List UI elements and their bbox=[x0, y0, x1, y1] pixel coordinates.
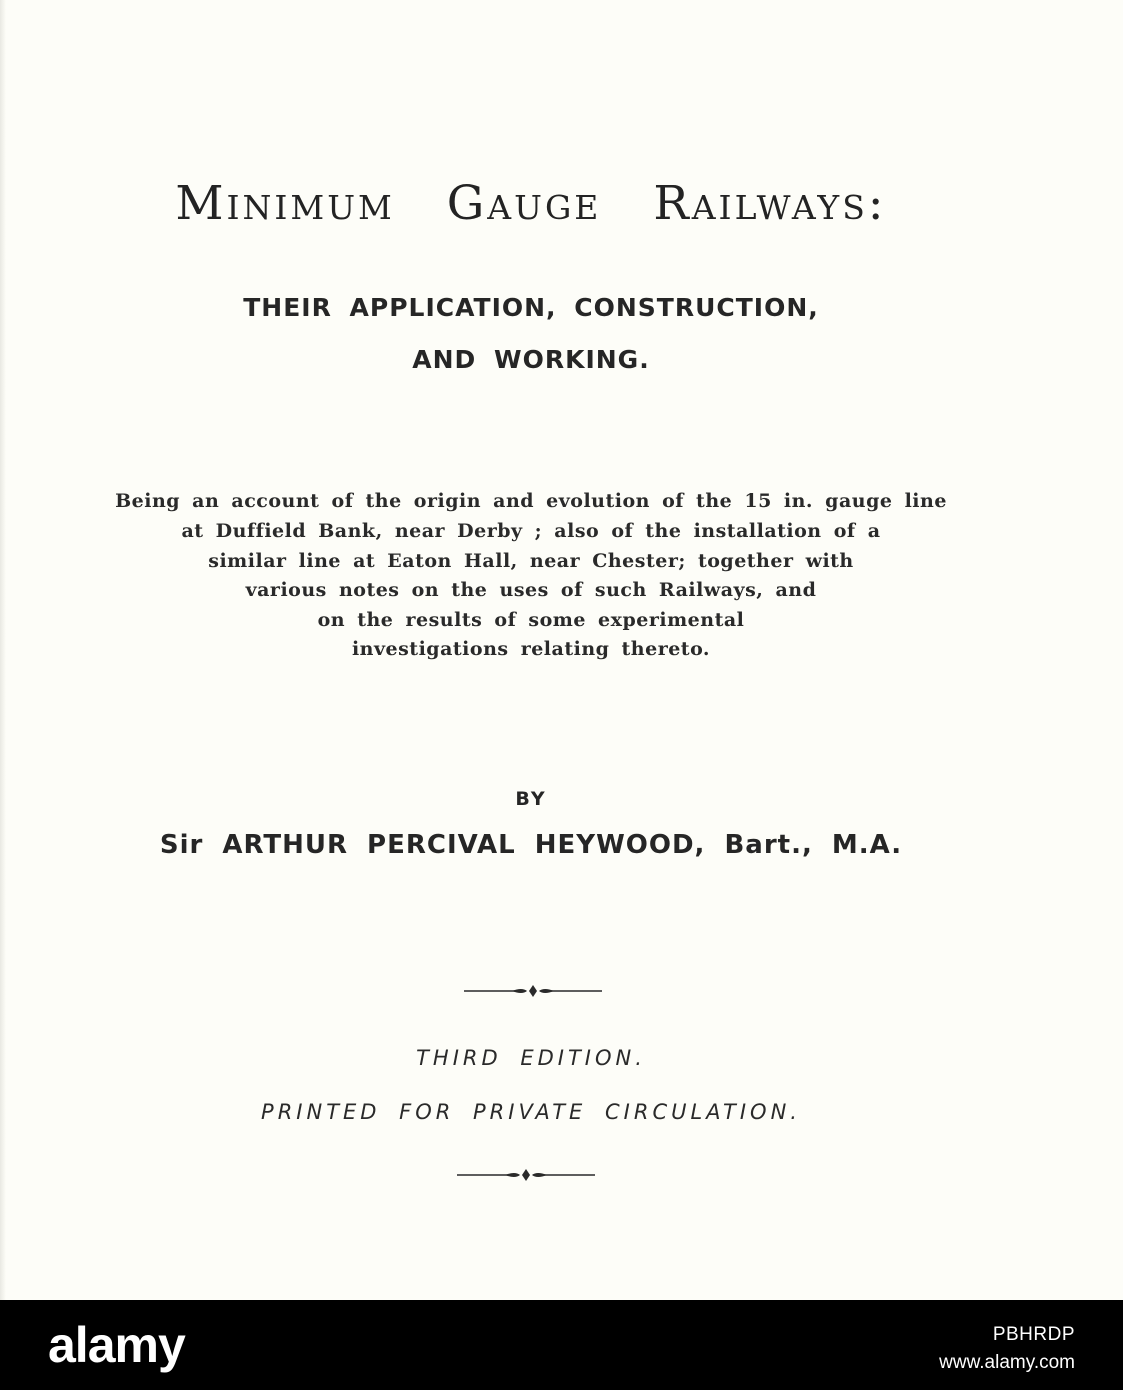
book-title: Minimum Gauge Railways: bbox=[175, 176, 887, 231]
alamy-logo: alamy bbox=[48, 1317, 185, 1373]
circulation-label: PRINTED FOR PRIVATE CIRCULATION. bbox=[261, 1100, 801, 1124]
byline-by: BY bbox=[515, 788, 547, 810]
subtitle-line-2: AND WORKING. bbox=[412, 345, 650, 374]
description-line-6: investigations relating thereto. bbox=[351, 638, 711, 660]
description-line-2: at Duffield Bank, near Derby ; also of the installation of a bbox=[181, 520, 881, 542]
edition-label: THIRD EDITION. bbox=[416, 1046, 646, 1070]
site-url: www.alamy.com bbox=[939, 1352, 1075, 1373]
description-line-4: various notes on the uses of such Railways, and bbox=[245, 579, 817, 601]
description-line-3: similar line at Eaton Hall, near Chester; together with bbox=[208, 550, 854, 572]
ornament-divider-icon bbox=[464, 984, 602, 998]
image-id: PBHRDP bbox=[992, 1324, 1075, 1345]
stock-photo-footer bbox=[0, 1300, 1123, 1390]
subtitle-line-1: THEIR APPLICATION, CONSTRUCTION, bbox=[243, 293, 819, 322]
description-line-5: on the results of some experimental bbox=[317, 609, 745, 631]
author-name: Sir ARTHUR PERCIVAL HEYWOOD, Bart., M.A. bbox=[159, 830, 903, 860]
description-line-1: Being an account of the origin and evolution of the 15 in. gauge line bbox=[115, 490, 947, 512]
ornament-divider-icon bbox=[457, 1168, 595, 1182]
